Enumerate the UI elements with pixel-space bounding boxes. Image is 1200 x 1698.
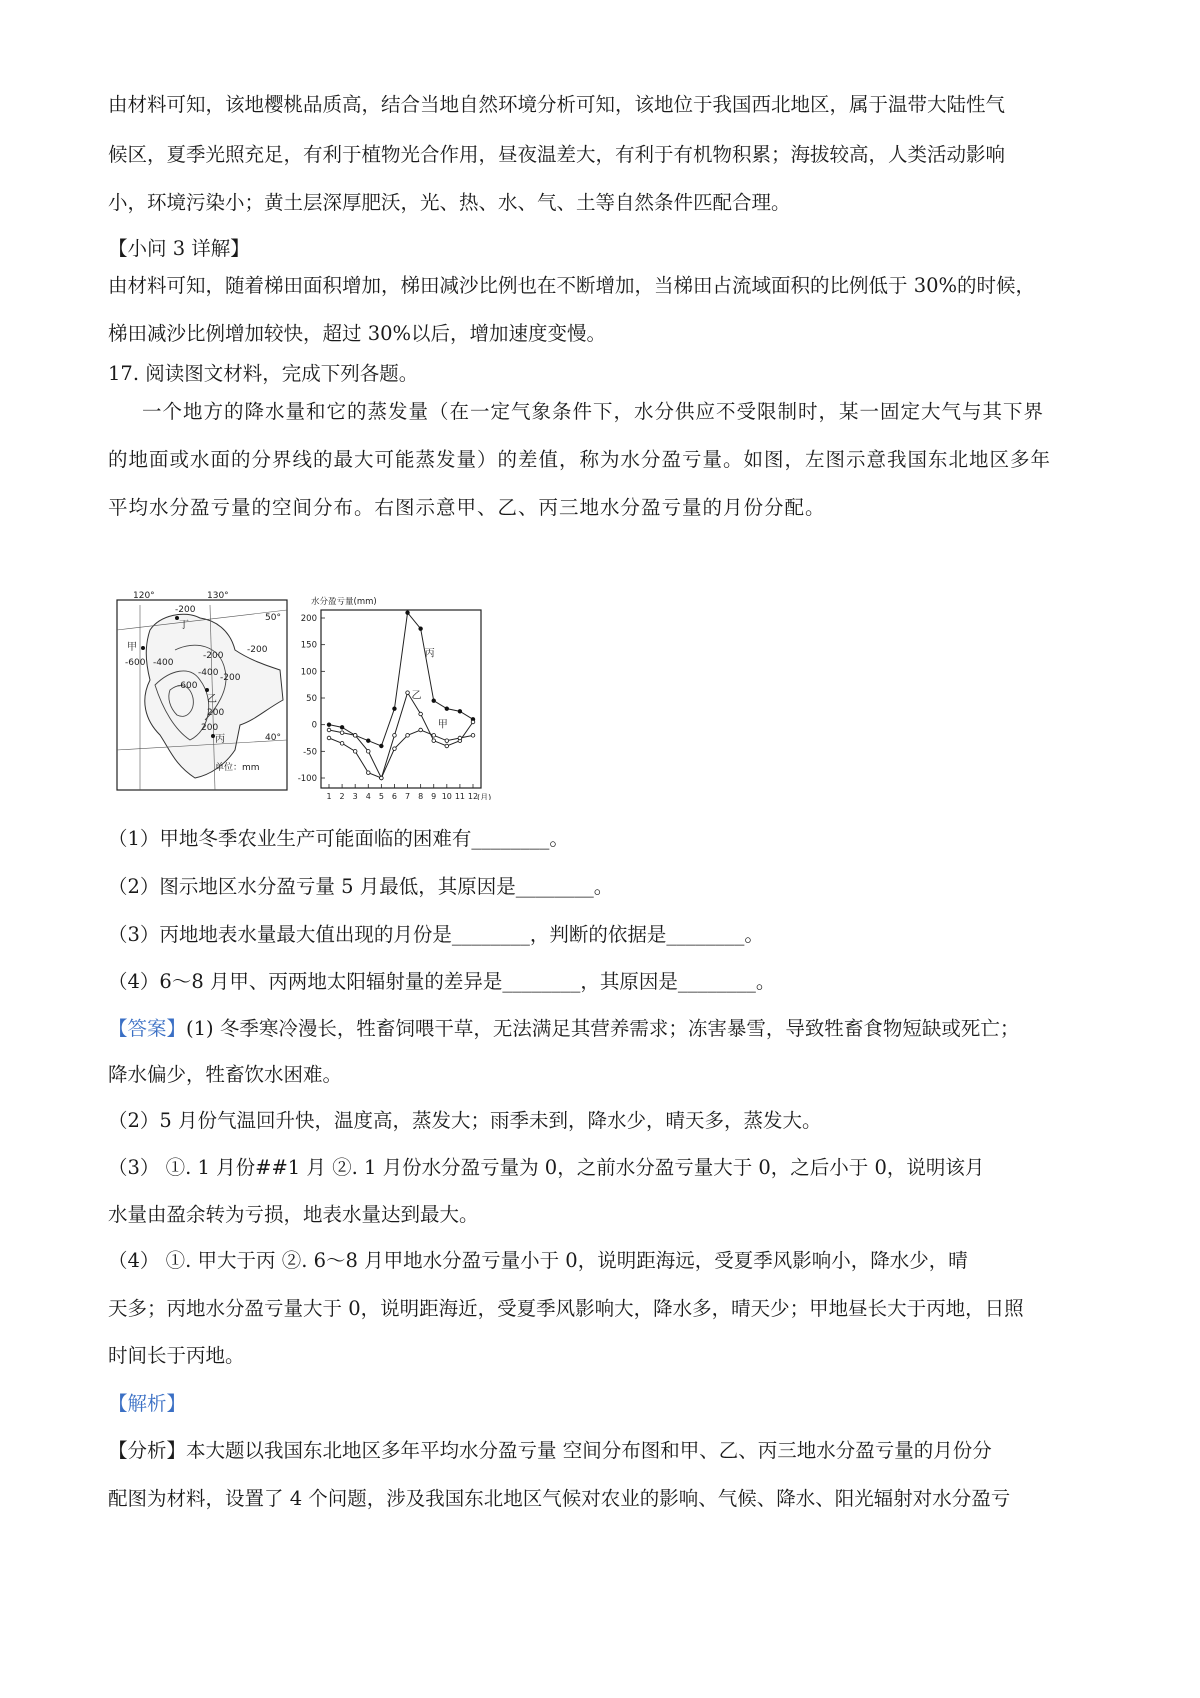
chart [298,596,492,800]
x-tick-label: 3 [352,792,358,800]
data-point [380,776,384,780]
chart-xlabel: (月) [477,793,492,800]
map [117,591,287,790]
answer-line: （3） ①. 1 月份##1 月 ②. 1 月份水分盈亏量为 0，之前水分盈亏量大于 0，之后小于 0，说明该月 [108,1156,985,1179]
y-tick-label: 0 [311,720,317,731]
question-title: 17. 阅读图文材料，完成下列各题。 [108,362,419,385]
answer-line: （4） ①. 甲大于丙 ②. 6～8 月甲地水分盈亏量小于 0，说明距海远，受夏季风影响小，降水少，晴 [108,1249,968,1272]
place-label: 丁 [179,620,189,631]
map-lat-label: 40° [265,733,281,743]
data-point [419,627,423,631]
data-point [406,691,410,695]
subquestion: （4）6～8 月甲、丙两地太阳辐射量的差异是________，其原因是________。 [108,970,776,993]
x-tick-label: 1 [326,792,332,800]
x-tick-label: 5 [378,792,384,800]
y-tick-label: -100 [297,774,317,784]
paragraph-line: 候区，夏季光照充足，有利于植物光合作用，昼夜温差大，有利于有机物积累；海拔较高，人类活动影响 [108,143,1006,166]
series-label: 乙 [411,690,422,702]
data-point [445,739,449,743]
data-point [340,726,344,730]
place-label: 丙 [215,734,225,745]
map-lon-label: 130° [207,591,229,601]
data-point [327,728,331,732]
data-point [471,734,475,738]
data-point [353,734,357,738]
answer-line: 降水偏少，牲畜饮水困难。 [108,1063,343,1086]
analysis-line: 配图为材料，设置了 4 个问题，涉及我国东北地区气候对农业的影响、气候、降水、阳光辐射对水分盈亏 [108,1487,1011,1510]
material-line: 一个地方的降水量和它的蒸发量（在一定气象条件下，水分供应不受限制时，某一固定大气与其下界 [142,400,1045,423]
x-tick-label: 4 [365,792,371,800]
series-label: 甲 [437,719,448,731]
subquestion: （2）图示地区水分盈亏量 5 月最低，其原因是________。 [108,875,614,898]
contour-label: -400 [198,668,219,678]
map-lon-label: 120° [133,591,155,601]
answer-line: 天多；丙地水分盈亏量大于 0，说明距海近，受夏季风影响大，降水多，晴天少；甲地昼长大于丙地，日照 [108,1297,1024,1320]
data-point [327,736,331,740]
data-point [432,739,436,743]
y-tick-label: 200 [300,614,317,624]
data-point [393,707,397,711]
data-point [393,747,397,751]
data-point [366,739,370,743]
data-point [445,707,449,711]
data-point [353,750,357,754]
series-label: 丙 [424,648,435,660]
analysis-line: 【分析】本大题以我国东北地区多年平均水分盈亏量 空间分布图和甲、乙、丙三地水分盈亏量的月份分 [108,1439,992,1462]
contour-label: -600 [125,658,146,668]
contour-label: -200 [175,605,196,615]
data-point [471,720,475,724]
subquestion: （1）甲地冬季农业生产可能面临的困难有________。 [108,827,569,850]
contour-label: -200 [247,645,268,655]
data-point [432,699,436,703]
contour-label: 200 [207,708,225,718]
y-tick-label: 100 [300,667,317,678]
answer-line: 水量由盈余转为亏损，地表水量达到最大。 [108,1203,479,1226]
x-tick-label: 8 [418,792,424,800]
data-point [393,734,397,738]
x-tick-label: 12 [467,792,479,800]
x-tick-label: 6 [391,792,398,800]
answer-line: （2）5 月份气温回升快，温度高，蒸发大；雨季未到，降水少，晴天多，蒸发大。 [108,1109,822,1132]
answer-tag: 【答案】 [108,1017,187,1040]
contour-label: 200 [201,723,219,733]
paragraph-line: 梯田减沙比例增加较快，超过 30%以后，增加速度变慢。 [108,322,607,345]
map-unit: 单位：mm [215,763,260,773]
paragraph-line: 由材料可知，随着梯田面积增加，梯田减沙比例也在不断增加，当梯田占流域面积的比例低于 30%的时候， [108,274,1036,297]
data-point [366,771,370,775]
material-line: 的地面或水面的分界线的最大可能蒸发量）的差值，称为水分盈亏量。如图，左图示意我国东北地区多年 [108,448,1052,471]
answer-line [108,1016,1100,1041]
plot-area [321,610,481,788]
y-tick-label: 150 [300,640,317,651]
chart-ylabel: 水分盈亏量(mm) [311,597,377,607]
data-point [458,710,462,714]
place-label: 甲 [127,642,137,653]
data-point [458,736,462,740]
x-tick-label: 11 [454,792,466,800]
subquestion: （3）丙地地表水量最大值出现的月份是________，判断的依据是________。 [108,923,764,946]
place-label: 乙 [207,694,217,705]
y-tick-label: 50 [306,694,317,704]
data-point [406,734,410,738]
section-heading: 【小问 3 详解】 [108,237,250,260]
x-tick-label: 7 [404,792,411,800]
analysis-tag: 【解析】 [108,1392,187,1415]
data-point [380,744,384,748]
paragraph-line: 小，环境污染小；黄土层深厚肥沃，光、热、水、气、土等自然条件匹配合理。 [108,191,791,214]
contour-label: -200 [203,651,224,661]
contour-label: -400 [153,658,174,668]
figure [115,590,525,800]
data-point [366,750,370,754]
data-point [432,734,436,738]
x-tick-label: 10 [441,792,452,800]
material-line: 平均水分盈亏量的空间分布。右图示意甲、乙、丙三地水分盈亏量的月份分配。 [108,496,826,519]
map-lat-label: 50° [265,613,281,623]
data-point [406,611,410,615]
data-point [419,728,423,732]
data-point [340,742,344,746]
contour-label: -200 [220,673,241,683]
paragraph-line: 由材料可知，该地樱桃品质高，结合当地自然环境分析可知，该地位于我国西北地区，属于温带大陆性气 [108,93,1006,116]
contour-label: -600 [177,681,198,691]
x-tick-label: 2 [339,792,345,800]
answer-line: 时间长于丙地。 [108,1344,245,1367]
data-point [445,744,449,748]
data-point [340,731,344,735]
y-tick-label: -50 [303,747,317,758]
data-point [419,712,423,716]
data-point [327,723,331,727]
answer-text: (1) 冬季寒冷漫长，牲畜饲喂干草，无法满足其营养需求；冻害暴雪，导致牲畜食物短缺或死亡； [186,1017,1020,1040]
x-tick-label: 9 [431,792,437,800]
